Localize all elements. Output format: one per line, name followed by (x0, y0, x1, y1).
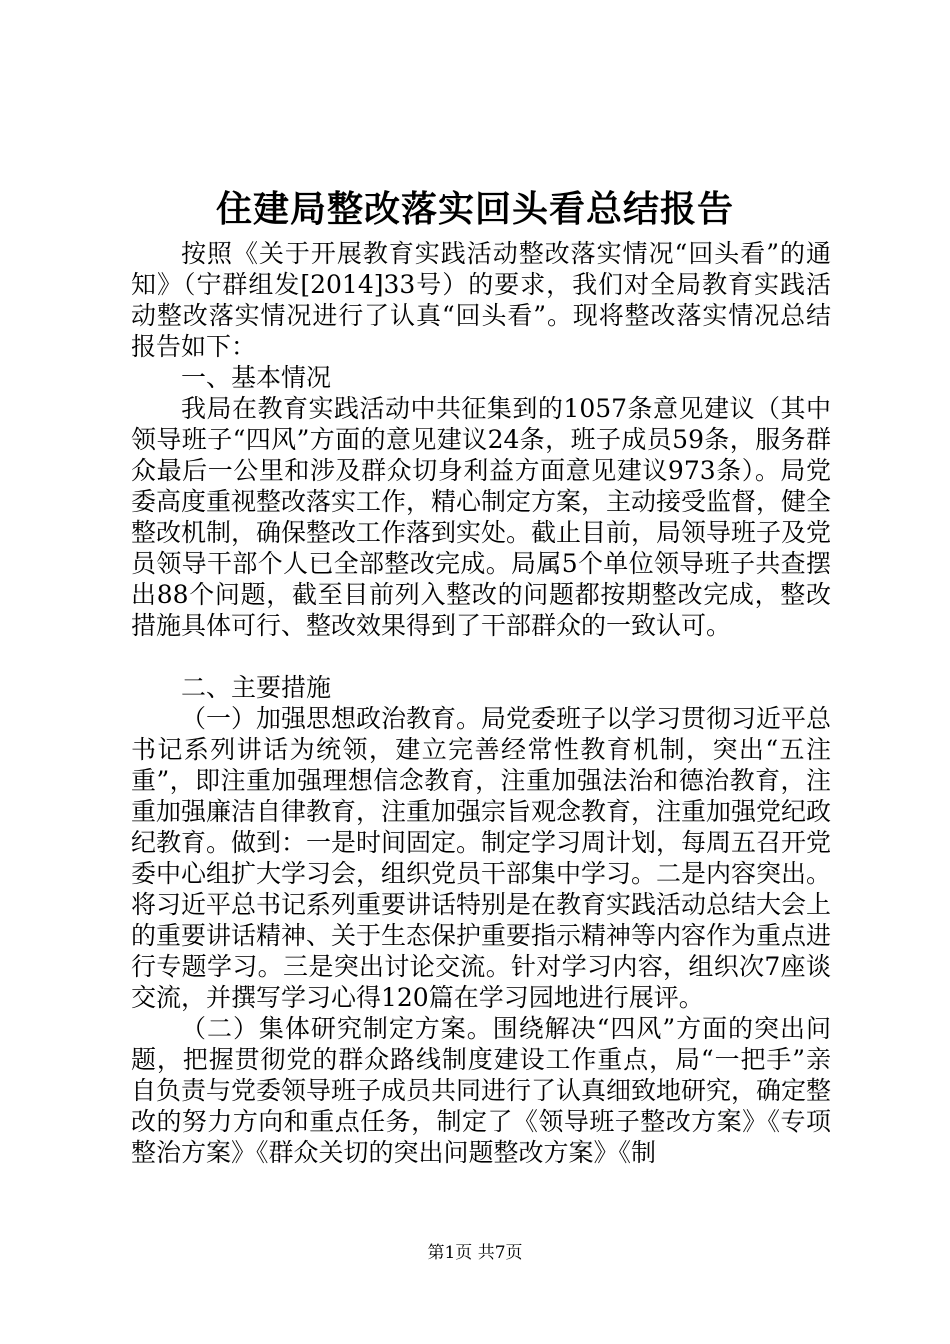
document-title: 住建局整改落实回头看总结报告 (215, 188, 734, 230)
measure-paragraph-2: （二）集体研究制定方案。围绕解决“四风”方面的突出问题，把握贯彻党的群众路线制度建设工作重点，局“一把手”亲自负责与党委领导班子成员共同进行了认真细致地研究，确定整改的努力方向和重点任务，制定了《领导班子整改方案》《专项整治方案》《群众关切的突出问题整改方案》《制 (131, 1014, 832, 1167)
measure-paragraph-1: （一）加强思想政治教育。局党委班子以学习贯彻习近平总书记系列讲话为统领，建立完善经常性教育机制，突出“五注重”，即注重加强理想信念教育，注重加强法治和德治教育，注重加强廉洁自律教育，注重加强宗旨观念教育，注重加强党纪政纪教育。做到：一是时间固定。制定学习周计划，每周五召开党委中心组扩大学习会，组织党员干部集中学习。二是内容突出。将习近平总书记系列重要讲话特别是在教育实践活动总结大会上的重要讲话精神、关于生态保护重要指示精神等内容作为重点进行专题学习。三是突出讨论交流。针对学习内容，组织次7座谈交流，并撰写学习心得120篇在学习园地进行展评。 (131, 704, 832, 1012)
intro-paragraph: 按照《关于开展教育实践活动整改落实情况“回头看”的通知》（宁群组发[2014]33号）的要求，我们对全局教育实践活动整改落实情况进行了认真“回头看”。现将整改落实情况总结报告如下： (131, 239, 831, 361)
paragraph-gap (131, 641, 831, 672)
section-heading-basic: 一、基本情况 (181, 363, 332, 392)
basic-situation-paragraph: 我局在教育实践活动中共征集到的1057条意见建议（其中领导班子“四风”方面的意见建议24条，班子成员59条，服务群众最后一公里和涉及群众切身利益方面意见建议973条）。局党委高度重视整改落实工作，精心制定方案，主动接受监督，健全整改机制，确保整改工作落到实处。截止目前，局领导班子及党员领导干部个人已全部整改完成。局属5个单位领导班子共查摆出88个问题，截至目前列入整改的问题都按期整改完成，整改措施具体可行、整改效果得到了干部群众的一致认可。 (131, 394, 832, 640)
section-heading-measures: 二、主要措施 (181, 673, 332, 702)
document-body (131, 238, 831, 1168)
page-footer: 第1页 共7页 (427, 1243, 523, 1263)
